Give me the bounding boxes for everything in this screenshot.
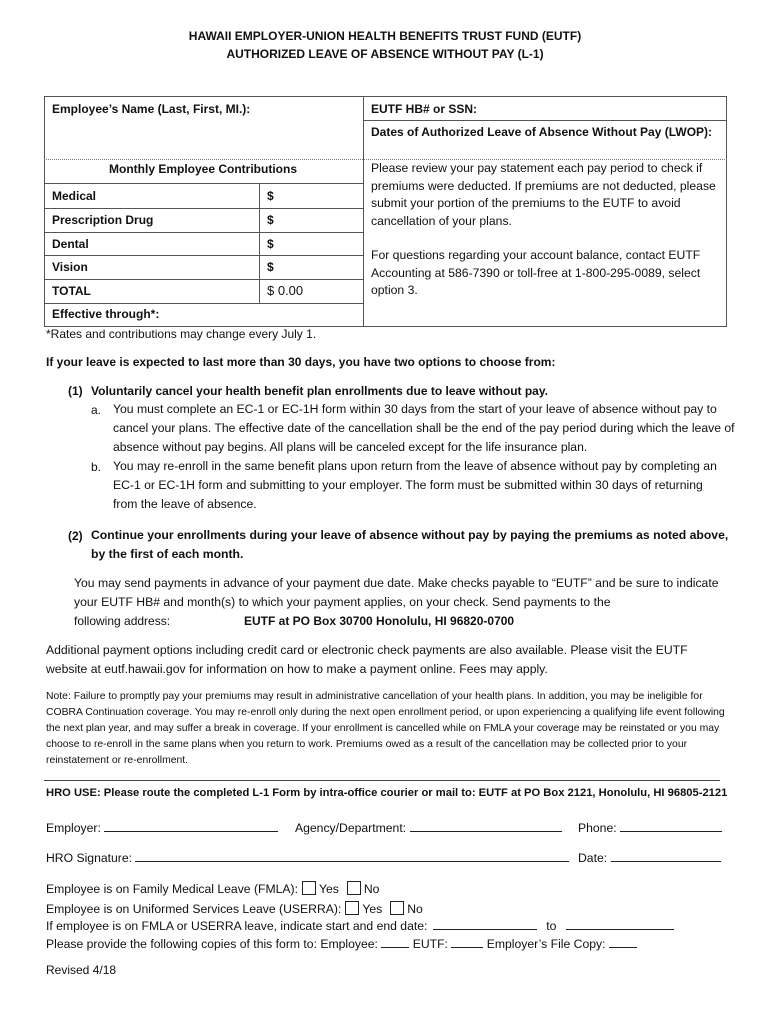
userra-no-label: No [407,902,423,916]
rates-note: *Rates and contributions may change every July 1. [46,327,317,341]
fmla-label: Employee is on Family Medical Leave (FMLA): [46,882,298,896]
leave-start-field[interactable] [433,918,537,930]
date-label: Date: [578,851,608,865]
eutf-copy-label: EUTF: [412,937,448,951]
phone-label: Phone: [578,821,617,835]
contribution-total-value: $ 0.00 [267,283,304,298]
userra-yes-label: Yes [362,902,383,916]
lwop-dates-label: Dates of Authorized Leave of Absence Without Pay (LWOP): [371,125,713,139]
employer-copy-field[interactable] [609,936,637,948]
option1-a-text: You must complete an EC-1 or EC-1H form within 30 days from the start of your leave of absence without pay to cancel your plans. The effective date of the cancellation shall be the end of the pay period during which the leave of absence without pay begins. All plans will be canceled except for the life insurance plan. [113,402,735,454]
leave-dates-label: If employee is on FMLA or USERRA leave, indicate start and end date: [46,919,428,933]
contribution-value[interactable]: $ [267,237,274,251]
contribution-label: Vision [52,260,88,274]
fmla-yes-checkbox[interactable] [302,881,316,895]
userra-label: Employee is on Uniformed Services Leave (USERRA): [46,902,342,916]
contribution-value[interactable]: $ [267,213,274,227]
review-pay-text: Please review your pay statement each pay period to check if premiums were deducted. If premiums are not deducted, please submit your portion of the premiums to the EUTF to avoid cancellation of your plans. [371,161,716,228]
hro-signature-field[interactable] [135,850,569,862]
option1-b-label: b. [91,460,102,474]
revised-date: Revised 4/18 [46,963,117,977]
to-label: to [546,919,557,933]
date-field[interactable] [611,850,721,862]
note-text: Note: Failure to promptly pay your premiums may result in administrative cancellation of your health plans. In addition, you may be ineligible for COBRA Continuation coverage. You may re-enroll only during the next open enrollment period, or upon experiencing a qualifying life event following the next plan year, and may suffer a break in coverage. If your enrollment is cancelled while on FMLA your coverage may be reinstated or you may choose to re-enroll in the same plans when you return to work. Premiums owed as a result of the cancellation may be collected prior to your reinstatement or re-enrollment. [46,691,725,766]
copies-label: Please provide the following copies of this form to: Employee: [46,937,378,951]
eutf-hb-label: EUTF HB# or SSN: [371,102,478,116]
userra-yes-checkbox[interactable] [345,901,359,915]
option1-number: (1) [68,384,83,398]
contribution-label: TOTAL [52,284,91,298]
employee-name-label: Employee’s Name (Last, First, MI.): [52,102,251,116]
following-address-label: following address: [74,614,171,628]
hro-instruction: HRO USE: Please route the completed L-1 Form by intra-office courier or mail to: EUTF at PO Box 2121, Honolulu, HI 96805-2121 [46,787,728,799]
employee-copy-field[interactable] [381,936,409,948]
options-intro: If your leave is expected to last more than 30 days, you have two options to choose from: [46,355,556,369]
questions-text: For questions regarding your account balance, contact EUTF Accounting at 586-7390 or toll-free at 1-800-295-0089, select option 3. [371,248,701,297]
employer-copy-label: Employer’s File Copy: [486,937,606,951]
eutf-hb-field[interactable] [480,100,720,116]
fmla-no-label: No [363,882,380,896]
additional-payment-text: Additional payment options including credit card or electronic check payments are also available. Please visit the EUTF website at eutf.hawaii.gov for information on how to make a payment online. Fees may apply. [46,643,688,676]
option2-number: (2) [68,529,83,543]
hro-signature-label: HRO Signature: [46,851,133,865]
agency-field[interactable] [410,820,562,832]
fmla-yes-label: Yes [318,882,339,896]
payment-text: You may send payments in advance of your payment due date. Make checks payable to “EUTF” and be sure to indicate your EUTF HB# and month(s) to which your payment applies, on your check. Send payments to the [74,576,719,609]
contribution-value[interactable]: $ [267,260,274,274]
eutf-copy-field[interactable] [451,936,483,948]
employer-field[interactable] [104,820,278,832]
option1-title: Voluntarily cancel your health benefit plan enrollments due to leave without pay. [91,384,548,398]
option1-a-label: a. [91,403,102,417]
userra-no-checkbox[interactable] [390,901,404,915]
option1-b-text: You may re-enroll in the same benefit plans upon return from the leave of absence without pay by completing an EC-1 or EC-1H form and submitting to your employer. The form must be submitted within 30 days of returning from the leave of absence. [113,459,717,511]
employer-label: Employer: [46,821,101,835]
phone-field[interactable] [620,820,722,832]
contribution-label: Medical [52,189,97,203]
agency-label: Agency/Department: [295,821,407,835]
option2-title: Continue your enrollments during your leave of absence without pay by paying the premiums as noted above, by the first of each month. [91,528,729,561]
effective-through-label: Effective through*: [52,307,160,321]
contributions-heading: Monthly Employee Contributions [109,162,297,176]
contribution-label: Dental [52,237,89,251]
employee-name-field[interactable] [290,100,360,116]
contribution-label: Prescription Drug [52,213,154,227]
form-subtitle: AUTHORIZED LEAVE OF ABSENCE WITHOUT PAY (L-1) [226,47,544,61]
fmla-no-checkbox[interactable] [347,881,361,895]
payment-address: EUTF at PO Box 30700 Honolulu, HI 96820-0700 [244,614,515,628]
contribution-value[interactable]: $ [267,189,274,203]
leave-end-field[interactable] [566,918,674,930]
form-title: HAWAII EMPLOYER-UNION HEALTH BENEFITS TRUST FUND (EUTF) [188,29,582,43]
